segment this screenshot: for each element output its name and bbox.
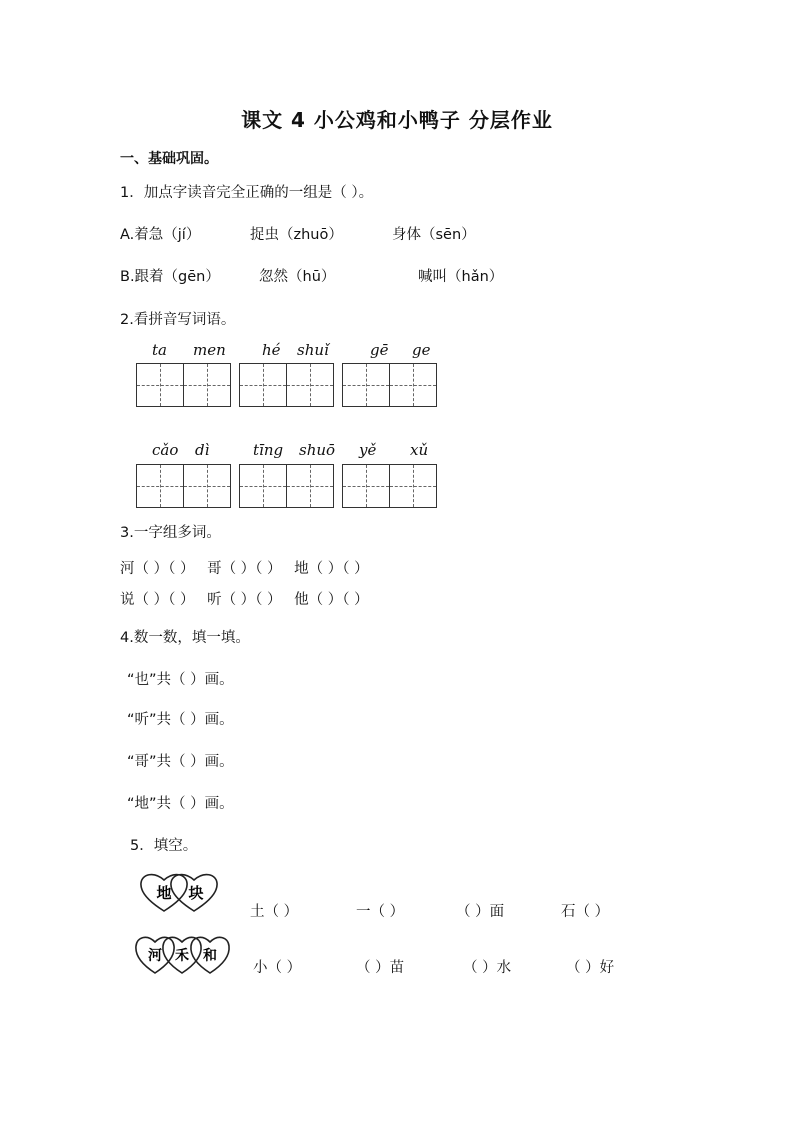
page-title: 课文 4 小公鸡和小鸭子 分层作业 — [241, 108, 553, 132]
q3-char: 他 — [294, 592, 309, 608]
q4-item: “听”共（ ）画。 — [127, 712, 234, 728]
heart-char: 块 — [188, 884, 204, 902]
pinyin-label: ge — [412, 341, 431, 359]
q1-option-b-word2: 忽然（hū） — [259, 269, 336, 285]
pinyin-label: cǎo — [152, 441, 179, 459]
hearts-graphic-2 — [134, 932, 232, 976]
pinyin-label: shuō — [299, 441, 336, 459]
writing-grid-6[interactable] — [342, 464, 437, 508]
writing-grid-3[interactable] — [342, 363, 437, 407]
pinyin-label: hé — [262, 341, 281, 359]
q3-stem: 3.一字组多词。 — [120, 525, 221, 541]
q1-option-a-word3: 身体（sēn） — [392, 227, 476, 243]
writing-grid-2[interactable] — [239, 363, 334, 407]
heart-char: 河 — [148, 948, 162, 964]
q3-char: 说 — [120, 592, 135, 608]
pinyin-label: yě — [359, 441, 377, 459]
writing-grid-1[interactable] — [136, 363, 231, 407]
q1-option-b-word1: B.跟着（gēn） — [120, 269, 220, 285]
q3-char: 听 — [207, 592, 222, 608]
pinyin-label: xǔ — [410, 441, 429, 459]
q3-row-1: 河（ ）（ ） 哥（ ）（ ） 地（ ）（ ） — [120, 561, 369, 577]
q3-char: 哥 — [207, 561, 222, 577]
heart-char: 地 — [156, 884, 172, 902]
q5-blank: 一（ ） — [356, 904, 405, 920]
pinyin-label: men — [193, 341, 226, 359]
q5-blank: （ ）好 — [566, 960, 615, 976]
hearts-graphic-1 — [138, 870, 222, 914]
writing-grid-5[interactable] — [239, 464, 334, 508]
heart-char: 禾 — [175, 948, 189, 964]
pinyin-label: ta — [152, 341, 167, 359]
writing-grid-4[interactable] — [136, 464, 231, 508]
q5-stem: 5．填空。 — [130, 838, 198, 854]
q3-char: 地 — [294, 561, 309, 577]
q1-option-a-word2: 捉虫（zhuō） — [250, 227, 343, 243]
pinyin-label: dì — [195, 441, 210, 459]
q4-item: “哥”共（ ）画。 — [127, 754, 234, 770]
q1-stem: 1．加点字读音完全正确的一组是（ ）。 — [120, 185, 374, 201]
q5-blank: （ ）面 — [456, 904, 505, 920]
q2-stem: 2.看拼音写词语。 — [120, 312, 236, 328]
q4-item: “也”共（ ）画。 — [127, 672, 234, 688]
q5-blank: （ ）苗 — [356, 960, 405, 976]
q4-item: “地”共（ ）画。 — [127, 796, 234, 812]
q3-row-2: 说（ ）（ ） 听（ ）（ ） 他（ ）（ ） — [120, 592, 369, 608]
heart-char: 和 — [203, 948, 217, 964]
q4-stem: 4.数一数，填一填。 — [120, 630, 250, 646]
q3-char: 河 — [120, 561, 135, 577]
q5-blank: 土（ ） — [250, 904, 299, 920]
pinyin-label: shuǐ — [297, 341, 329, 359]
section-heading-basics: 一、基础巩固。 — [120, 151, 218, 167]
q1-option-b-word3: 喊叫（hǎn） — [418, 269, 504, 285]
q5-blank: （ ）水 — [463, 960, 512, 976]
q5-blank: 石（ ） — [561, 904, 610, 920]
pinyin-label: gē — [370, 341, 389, 359]
q1-option-a-word1: A.着急（jí） — [120, 227, 201, 243]
pinyin-label: tīng — [253, 441, 284, 459]
q5-blank: 小（ ） — [253, 960, 302, 976]
